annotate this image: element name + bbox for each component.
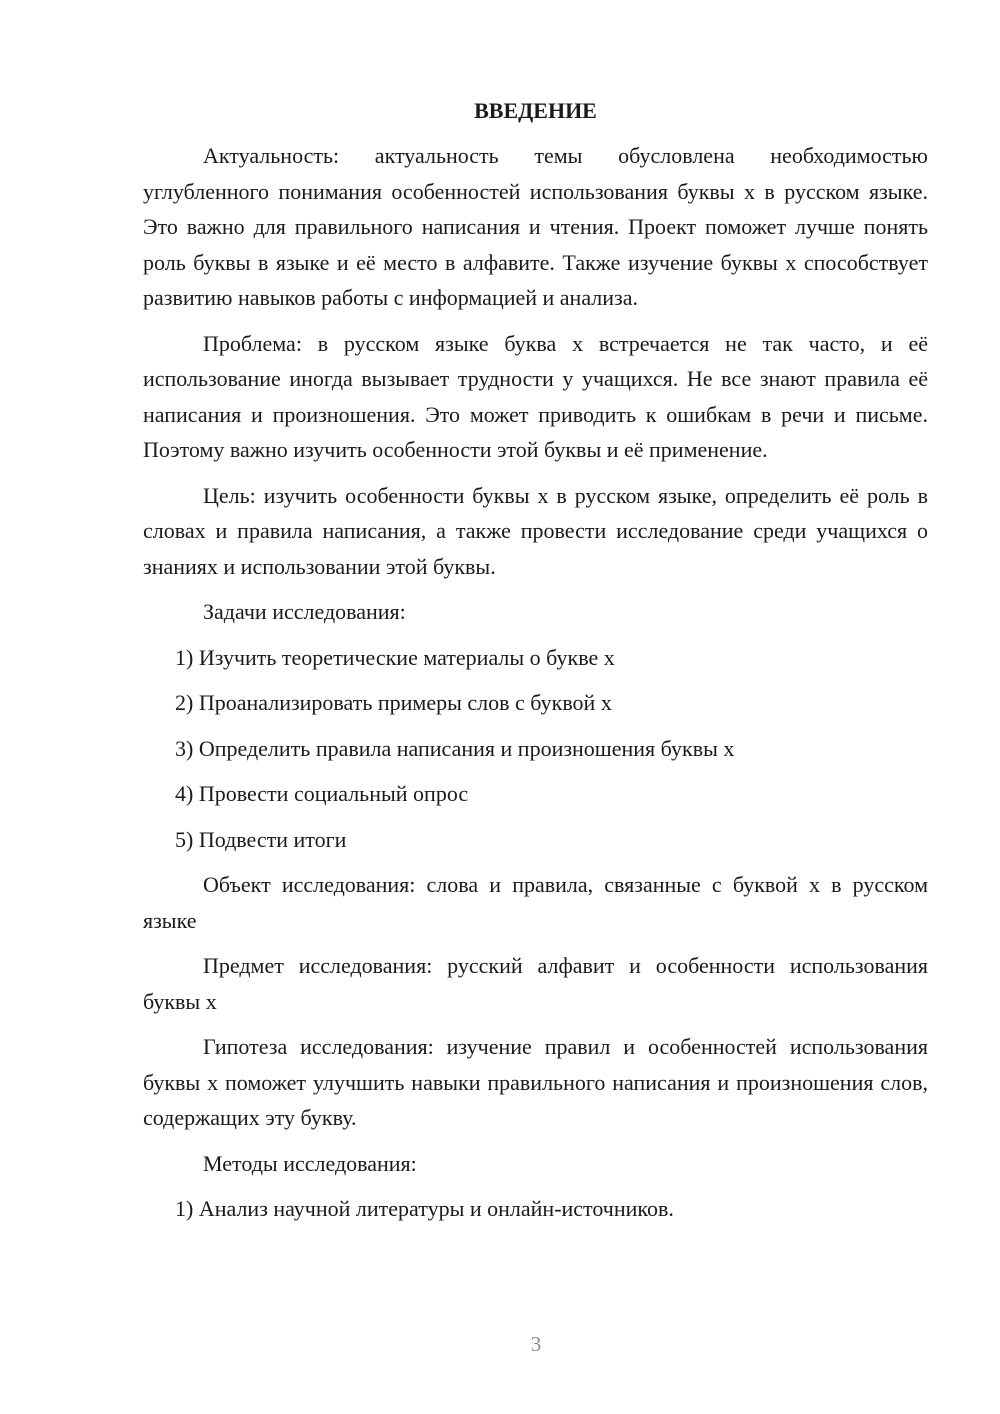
section-title: ВВЕДЕНИЕ [474, 98, 597, 123]
method-item: 1) Анализ научной литературы и онлайн-источников. [175, 1196, 674, 1221]
goal-paragraph: Цель: изучить особенности буквы х в русском языке, определить её роль в словах и правила написания, а также провести исследование среди учащихся о знаниях и использовании этой буквы. [143, 482, 928, 579]
page-content [143, 96, 928, 1237]
task-item: 5) Подвести итоги [175, 826, 347, 852]
methods-heading: Методы исследования: [203, 1150, 417, 1176]
subject-paragraph: Предмет исследования: русский алфавит и особенности использования буквы х [143, 953, 928, 1014]
task-item: 4) Провести социальный опрос [175, 781, 469, 806]
task-item: 2) Проанализировать примеры слов с буквой х [175, 690, 612, 715]
object-paragraph: Объект исследования: слова и правила, связанные с буквой х в русском языке [143, 872, 928, 933]
problem-paragraph: Проблема: в русском языке буква х встречается не так часто, и её использование иногда вызывает трудности у учащихся. Не все знают правила её написания и произношения. Это может приводить к ошибкам в речи и письме. Поэтому важно изучить особенности этой буквы и её применение. [143, 330, 928, 462]
task-item: 3) Определить правила написания и произношения буквы х [175, 735, 735, 761]
relevance-paragraph: Актуальность: актуальность темы обусловлена необходимостью углубленного понимания особенностей использования буквы х в русском языке. Это важно для правильного написания и чтения. Проект поможет лучше понять роль буквы в языке и её место в алфавите. Также изучение буквы х способствует развитию навыков работы с информацией и анализа. [143, 143, 928, 310]
tasks-heading: Задачи исследования: [203, 599, 406, 624]
page-number: 3 [530, 1332, 542, 1356]
hypothesis-paragraph: Гипотеза исследования: изучение правил и особенностей использования буквы х поможет улучшить навыки правильного написания и произношения слов, содержащих эту букву. [143, 1034, 928, 1130]
task-item: 1) Изучить теоретические материалы о букве х [175, 644, 615, 670]
